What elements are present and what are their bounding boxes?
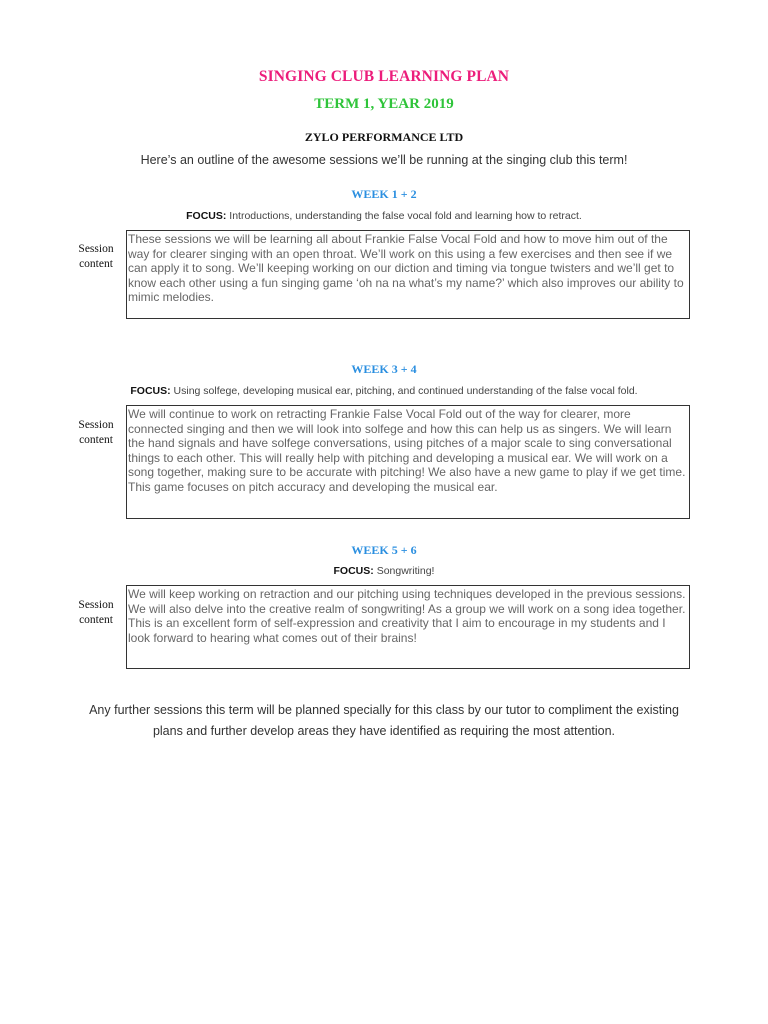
session-content-box: We will keep working on retraction and our pitching using techniques developed in the previous sessions. We will also delve into the creative realm of songwriting! As a group we will work on a song idea together. This is an excellent form of self-expression and creativity that I aim to encourage in my students and I look forward to hearing what comes out of their brains!	[126, 585, 690, 669]
document-title: SINGING CLUB LEARNING PLAN	[258, 68, 510, 85]
week-3-4-heading: WEEK 3 + 4	[351, 362, 417, 376]
term-subtitle: TERM 1, YEAR 2019	[314, 96, 454, 112]
session-content-box: These sessions we will be learning all about Frankie False Vocal Fold and how to move him out of the way for clearer singing with an open throat. We’ll work on this using a few exercises and then see if we can apply it to song. We’ll keeping working on our diction and timing via tongue twisters and we’ll get to know each other using a fun singing game ‘oh na na what’s my name?’ which also improves our ability to mimic melodies.	[126, 230, 690, 319]
focus-text: Using solfege, developing musical ear, pitching, and continued understanding of the false vocal fold.	[173, 385, 638, 397]
session-content-label: Session content	[78, 243, 114, 270]
week-3-4-focus	[0, 385, 768, 397]
closing-paragraph: Any further sessions this term will be planned specially for this class by our tutor to compliment the existing plans and further develop areas they have identified as requiring the most attention.	[89, 703, 679, 738]
week-5-6-heading: WEEK 5 + 6	[351, 543, 417, 557]
focus-text: Songwriting!	[376, 565, 435, 577]
focus-label: FOCUS:	[130, 385, 171, 397]
week-1-2-heading: WEEK 1 + 2	[351, 187, 417, 201]
session-content-label: Session content	[78, 419, 114, 446]
week-1-2-focus	[0, 210, 768, 222]
focus-text: Introductions, understanding the false vocal fold and learning how to retract.	[229, 210, 582, 222]
week-5-6-focus	[0, 565, 768, 577]
intro-text: Here’s an outline of the awesome sessions we’ll be running at the singing club this term!	[140, 153, 628, 167]
focus-label: FOCUS:	[333, 565, 374, 577]
focus-label: FOCUS:	[186, 210, 227, 222]
session-content-label: Session content	[78, 599, 114, 626]
company-name: ZYLO PERFORMANCE LTD	[304, 130, 464, 144]
session-content-box: We will continue to work on retracting Frankie False Vocal Fold out of the way for clearer, more connected singing and then we will look into solfege and how this can help us as singers. We will learn the hand signals and have solfege conversations, using pitches of a major scale to sing conversational things to each other. This will really help with pitching and developing a musical ear. We will work on a song together, making sure to be accurate with pitching! We also have a new game to play if we get time. This game focuses on pitch accuracy and developing the musical ear.	[126, 405, 690, 519]
